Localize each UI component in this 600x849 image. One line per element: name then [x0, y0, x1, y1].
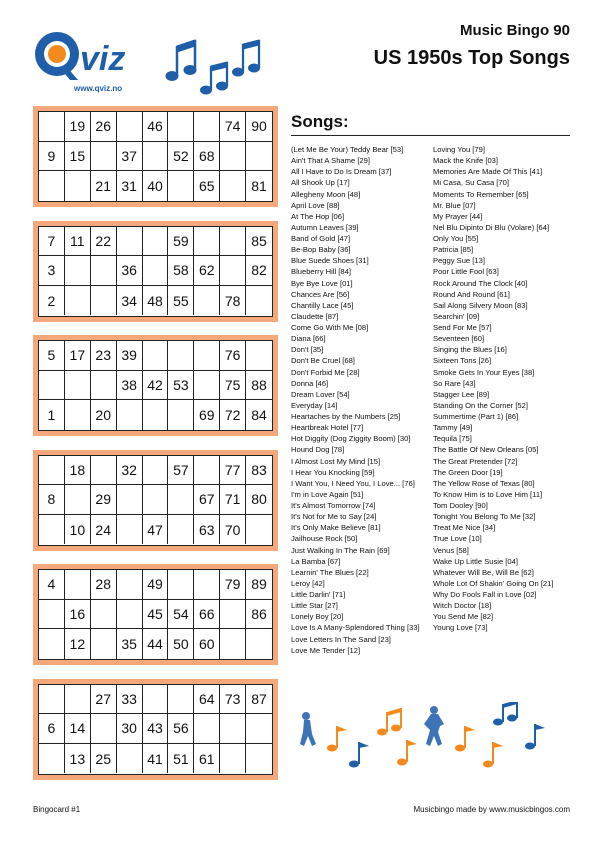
bingo-cell — [117, 485, 143, 515]
song-item: The Great Pretender [72] — [433, 456, 518, 466]
song-item: Blue Suede Shoes [31] — [291, 256, 369, 266]
bingo-cell: 57 — [168, 456, 194, 486]
bingo-grid — [38, 455, 273, 546]
song-item: Autumn Leaves [39] — [291, 222, 359, 232]
bingo-cell: 52 — [168, 142, 194, 172]
bingo-cell: 75 — [220, 371, 246, 401]
bingo-cell: 32 — [117, 456, 143, 486]
bingo-card — [33, 679, 278, 780]
bingo-cell — [168, 400, 194, 430]
bingo-cell: 30 — [117, 714, 143, 744]
song-item: All I Have to Do Is Dream [37] — [291, 167, 392, 177]
song-item: Hot Diggity (Dog Ziggity Boom) [30] — [291, 434, 411, 444]
bingo-cell: 26 — [91, 112, 117, 142]
bingo-cell: 87 — [246, 685, 272, 715]
bingo-cell: 53 — [168, 371, 194, 401]
song-item: True Love [10] — [433, 534, 482, 544]
bingo-cell — [168, 685, 194, 715]
bingo-cell — [65, 286, 91, 316]
music-note-icon — [327, 726, 347, 752]
bingo-cell — [220, 744, 246, 774]
bingo-card — [33, 450, 278, 551]
song-item: Diana [66] — [291, 334, 326, 344]
bingo-cell: 51 — [168, 744, 194, 774]
bingo-cell: 17 — [65, 341, 91, 371]
song-item: Don't [35] — [291, 345, 324, 355]
song-item: Mack the Knife [03] — [433, 156, 499, 166]
song-item: It's Almost Tomorrow [74] — [291, 501, 376, 510]
bingo-cell: 11 — [65, 227, 91, 257]
bingo-cell: 54 — [168, 600, 194, 630]
bingo-grid — [38, 684, 273, 775]
bingo-cell: 22 — [91, 227, 117, 257]
song-item: At The Hop [06] — [291, 211, 345, 221]
bingo-cell — [246, 744, 272, 774]
bingo-cell — [91, 256, 117, 286]
song-item: Loving You [79] — [433, 145, 485, 154]
bingo-card — [33, 564, 278, 665]
bingo-cell: 23 — [91, 341, 117, 371]
bingo-cell: 90 — [246, 112, 272, 142]
song-item: Searchin' [09] — [433, 311, 480, 321]
bingo-cell: 76 — [220, 341, 246, 371]
bingo-cell: 1 — [39, 400, 65, 430]
svg-text:viz: viz — [80, 40, 126, 78]
song-item: Treat Me Nice [34] — [433, 523, 496, 533]
bingo-cell — [65, 171, 91, 201]
bingo-cell: 27 — [91, 685, 117, 715]
bingo-cell: 29 — [91, 485, 117, 515]
bingo-cell — [39, 371, 65, 401]
bingo-cell — [246, 629, 272, 659]
song-item: Standing On the Corner [52] — [433, 400, 528, 410]
bingo-grid — [38, 111, 273, 202]
bingo-cell — [117, 744, 143, 774]
bingo-cell — [220, 600, 246, 630]
bingo-cell: 65 — [194, 171, 220, 201]
song-item: Chances Are [56] — [291, 289, 350, 299]
song-item: Don't Forbid Me [28] — [291, 367, 360, 377]
song-item: Be-Bop Baby [36] — [291, 245, 351, 255]
song-item: It's Not for Me to Say [24] — [291, 512, 377, 522]
song-item: Round And Round [61] — [433, 289, 510, 299]
bingo-cell: 38 — [117, 371, 143, 401]
songs-heading: Songs: — [291, 112, 349, 131]
song-item: Everyday [14] — [291, 400, 338, 410]
bingo-cell: 7 — [39, 227, 65, 257]
song-item: April Love [88] — [291, 200, 340, 210]
song-item: You Send Me [82] — [433, 612, 494, 622]
bingo-cell: 6 — [39, 714, 65, 744]
bingo-cell — [220, 256, 246, 286]
song-item: Tequila [75] — [433, 434, 472, 444]
bingo-cell: 20 — [91, 400, 117, 430]
bingo-cell: 39 — [117, 341, 143, 371]
bingo-cell: 3 — [39, 256, 65, 286]
songs-list — [291, 144, 576, 656]
song-item: The Yellow Rose of Texas [80] — [433, 478, 535, 488]
bingo-cell: 74 — [220, 112, 246, 142]
music-note-icon — [493, 702, 517, 726]
songs-divider — [291, 135, 570, 136]
bingo-cell — [91, 371, 117, 401]
bingo-card — [33, 335, 278, 436]
song-item: To Know Him is to Love Him [11] — [433, 489, 543, 499]
song-item: Love Me Tender [12] — [291, 645, 361, 655]
song-item: Band of Gold [47] — [291, 234, 351, 243]
bingo-cell: 86 — [246, 600, 272, 630]
bingo-cell — [168, 570, 194, 600]
logo-url: www.qviz.no — [74, 84, 123, 93]
bingo-cell: 64 — [194, 685, 220, 715]
bingo-cell — [117, 515, 143, 545]
music-note-icon — [455, 726, 475, 752]
bingo-cell: 59 — [168, 227, 194, 257]
bingo-cell: 88 — [246, 371, 272, 401]
song-item: Whatever Will Be, Will Be [62] — [433, 567, 534, 577]
bingo-cell — [143, 227, 169, 257]
bingo-cell: 70 — [220, 515, 246, 545]
bingo-cell — [39, 600, 65, 630]
song-item: It's Only Make Believe [81] — [291, 523, 381, 533]
song-item: Only You [55] — [433, 234, 479, 243]
bingo-cell — [220, 142, 246, 172]
song-item: I'm in Love Again [51] — [291, 489, 364, 499]
bingo-cell: 8 — [39, 485, 65, 515]
bingo-cell: 44 — [143, 629, 169, 659]
bingo-cell — [246, 341, 272, 371]
song-item: Donna [46] — [291, 378, 329, 388]
bingo-cell — [194, 341, 220, 371]
bingo-cell: 72 — [220, 400, 246, 430]
bingo-cell: 16 — [65, 600, 91, 630]
bingo-cards — [33, 106, 278, 793]
song-item: Rock Around The Clock [40] — [433, 278, 528, 288]
bingo-cell: 31 — [117, 171, 143, 201]
song-item: All Shook Up [17] — [291, 178, 350, 188]
song-item: Moments To Remember [65] — [433, 189, 529, 199]
bingo-cell: 68 — [194, 142, 220, 172]
bingo-cell: 55 — [168, 286, 194, 316]
song-item: Wake Up Little Susie [04] — [433, 556, 518, 566]
song-item: (Let Me Be Your) Teddy Bear [53] — [291, 145, 404, 154]
song-item: Why Do Fools Fall in Love [02] — [433, 590, 537, 599]
song-item: Poor Little Fool [63] — [433, 267, 499, 277]
bingo-cell — [143, 256, 169, 286]
song-item: Blueberry Hill [84] — [291, 267, 351, 277]
bingo-cell: 37 — [117, 142, 143, 172]
qviz-logo-mark — [30, 26, 150, 86]
bingo-cell — [143, 400, 169, 430]
song-item: I Want You, I Need You, I Love... [76] — [291, 478, 415, 488]
bingo-cell: 47 — [143, 515, 169, 545]
bingo-cell — [65, 371, 91, 401]
music-notes-icon — [160, 36, 270, 101]
bingo-cell — [91, 600, 117, 630]
bingo-cell — [91, 142, 117, 172]
song-item: Leroy [42] — [291, 578, 325, 588]
song-item: Heartaches by the Numbers [25] — [291, 412, 401, 421]
bingo-subtitle: Music Bingo 90 — [459, 22, 570, 39]
bingo-cell: 13 — [65, 744, 91, 774]
song-item: Singing the Blues [16] — [433, 345, 507, 355]
bingo-cell: 45 — [143, 600, 169, 630]
song-item: The Green Door [19] — [433, 467, 503, 477]
song-item: Tonight You Belong To Me [32] — [433, 512, 536, 522]
music-note-icon — [349, 742, 369, 768]
bingo-cell: 81 — [251, 178, 267, 195]
song-item: Send For Me [57] — [433, 323, 492, 332]
bingo-cell — [39, 515, 65, 545]
bingo-cell — [65, 685, 91, 715]
bingo-cell — [143, 456, 169, 486]
bingo-cell: 14 — [65, 714, 91, 744]
music-note-icon — [377, 708, 401, 736]
bingo-cell: 58 — [168, 256, 194, 286]
bingo-cell: 40 — [143, 171, 169, 201]
bingo-cell — [65, 570, 91, 600]
bingo-cell — [246, 286, 272, 316]
bingo-cell — [91, 456, 117, 486]
bingo-cell: 89 — [246, 570, 272, 600]
song-item: Tom Dooley [90] — [433, 501, 488, 510]
bingo-cell: 35 — [117, 629, 143, 659]
bingo-cell — [246, 714, 272, 744]
bingo-cell: 49 — [143, 570, 169, 600]
bingo-cell — [39, 744, 65, 774]
bingo-cell: 21 — [91, 171, 117, 201]
bingo-cell: 9 — [39, 142, 65, 172]
bingo-cell: 69 — [194, 400, 220, 430]
bingo-cell — [143, 485, 169, 515]
bingo-grid — [38, 226, 273, 317]
bingo-cell — [117, 570, 143, 600]
song-item: Claudette [87] — [291, 311, 339, 321]
song-item: Little Darlin' [71] — [291, 590, 346, 599]
bingo-cell — [143, 142, 169, 172]
song-item: Heartbreak Hotel [77] — [291, 423, 364, 433]
bingo-cell: 83 — [246, 456, 272, 486]
bingo-cell — [65, 485, 91, 515]
song-item: Hound Dog [78] — [291, 445, 345, 455]
bingo-cell: 42 — [143, 371, 169, 401]
bingo-cell: 15 — [65, 142, 91, 172]
song-item: Seventeen [60] — [433, 334, 485, 344]
bingocard-number: Bingocard #1 — [33, 805, 81, 814]
bingo-cell: 25 — [91, 744, 117, 774]
song-item: Little Star [27] — [291, 601, 338, 611]
bingo-cell — [39, 629, 65, 659]
bingo-grid — [38, 340, 273, 431]
song-item: Summertime (Part 1) [86] — [433, 412, 519, 421]
bingo-cell: 60 — [194, 629, 220, 659]
title-block — [374, 22, 570, 70]
bingo-cell — [168, 515, 194, 545]
bingo-cell — [194, 570, 220, 600]
bingo-cell — [220, 171, 246, 201]
song-item: Nel Blu Dipinto Di Blu (Volare) [64] — [433, 222, 550, 232]
song-item: Venus [58] — [433, 545, 469, 555]
bingo-cell — [194, 112, 220, 142]
bingo-cell: 4 — [39, 570, 65, 600]
music-note-icon — [483, 742, 503, 768]
song-item: Mi Casa, Su Casa [70] — [433, 178, 509, 188]
song-item: Whole Lot Of Shakin' Going On [21] — [433, 578, 554, 588]
bingo-cell — [168, 112, 194, 142]
bingo-cell — [117, 112, 143, 142]
bingo-cell: 36 — [117, 256, 143, 286]
bingo-cell — [65, 400, 91, 430]
music-note-icon — [525, 724, 545, 750]
bingo-cell — [39, 685, 65, 715]
bingo-cell: 41 — [143, 744, 169, 774]
song-item: Love Is A Many-Splendored Thing [33] — [291, 623, 420, 633]
bingo-cell: 34 — [117, 286, 143, 316]
bingo-cell — [117, 600, 143, 630]
song-item: Sixteen Tons [26] — [433, 356, 492, 366]
bingo-cell: 73 — [220, 685, 246, 715]
song-item: Come Go With Me [08] — [291, 323, 369, 332]
bingo-cell: 2 — [39, 286, 65, 316]
bingo-cell: 61 — [194, 744, 220, 774]
credit-text: Musicbingo made by www.musicbingos.com — [413, 805, 570, 814]
dancer-icon — [300, 712, 316, 746]
bingo-cell — [39, 112, 65, 142]
bingo-cell — [168, 171, 194, 201]
music-note-icon — [397, 740, 417, 766]
song-item: Dream Lover [54] — [291, 389, 350, 399]
bingo-cell: 84 — [251, 407, 267, 424]
bingo-cell — [220, 227, 246, 257]
bingo-cell: 79 — [220, 570, 246, 600]
song-item: Sail Along Silvery Moon [83] — [433, 300, 528, 310]
bingo-cell — [220, 629, 246, 659]
song-item: Stagger Lee [89] — [433, 389, 490, 399]
song-item: Young Love [73] — [433, 623, 488, 633]
bingo-card — [33, 221, 278, 322]
song-item: Don't Be Cruel [68] — [291, 356, 355, 366]
song-item: Allegheny Moon [48] — [291, 189, 361, 199]
song-item: Mr. Blue [07] — [433, 200, 476, 210]
bingo-cell: 56 — [168, 714, 194, 744]
bingo-cell — [220, 714, 246, 744]
bingo-cell — [168, 485, 194, 515]
bingo-cell: 71 — [220, 485, 246, 515]
bingo-card — [33, 106, 278, 207]
song-item: Peggy Sue [13] — [433, 256, 485, 266]
dancer-icon — [424, 706, 444, 746]
bingo-cell: 67 — [194, 485, 220, 515]
bingo-cell: 62 — [194, 256, 220, 286]
bingo-cell: 66 — [194, 600, 220, 630]
song-item: I Almost Lost My Mind [15] — [291, 456, 381, 466]
bingo-cell: 50 — [168, 629, 194, 659]
song-item: Love Letters In The Sand [23] — [291, 634, 391, 644]
bingo-cell: 33 — [117, 685, 143, 715]
bingo-cell — [143, 341, 169, 371]
bingo-grid — [38, 569, 273, 660]
song-item: Smoke Gets In Your Eyes [38] — [433, 367, 535, 377]
bingo-cell: 46 — [143, 112, 169, 142]
song-item: My Prayer [44] — [433, 211, 483, 221]
song-item: So Rare [43] — [433, 378, 476, 388]
song-item: Patricia [85] — [433, 245, 474, 255]
bingo-cell: 24 — [91, 515, 117, 545]
song-item: Witch Doctor [18] — [433, 601, 492, 611]
dancing-figures-illustration — [292, 702, 562, 787]
song-item: Jailhouse Rock [50] — [291, 534, 358, 544]
bingo-cell: 19 — [65, 112, 91, 142]
bingo-cell: 12 — [65, 629, 91, 659]
bingo-cell — [168, 341, 194, 371]
song-item: Learnin' The Blues [22] — [291, 567, 369, 577]
song-item: La Bamba [67] — [291, 556, 341, 566]
bingo-cell — [91, 714, 117, 744]
bingo-cell: 78 — [220, 286, 246, 316]
bingo-cell: 82 — [246, 256, 272, 286]
bingo-cell — [117, 227, 143, 257]
bingo-cell: 10 — [65, 515, 91, 545]
bingo-cell — [246, 142, 272, 172]
song-item: Chantilly Lace [45] — [291, 300, 354, 310]
bingo-cell: 28 — [91, 570, 117, 600]
bingo-cell: 80 — [246, 485, 272, 515]
song-item: Lonely Boy [20] — [291, 612, 344, 622]
bingo-cell: 48 — [143, 286, 169, 316]
bingo-cell — [91, 286, 117, 316]
page-title: US 1950s Top Songs — [373, 47, 570, 69]
qviz-logo — [30, 26, 150, 104]
song-item: Memories Are Made Of This [41] — [433, 167, 543, 177]
bingo-cell: 5 — [39, 341, 65, 371]
bingo-cell — [194, 227, 220, 257]
bingo-cell — [65, 256, 91, 286]
bingo-cell: 43 — [143, 714, 169, 744]
song-item: Bye Bye Love [01] — [291, 278, 353, 288]
song-item: I Hear You Knocking [59] — [291, 467, 375, 477]
bingo-cell: 77 — [220, 456, 246, 486]
bingo-cell — [194, 371, 220, 401]
bingo-cell — [117, 400, 143, 430]
song-item: Ain't That A Shame [29] — [291, 156, 370, 166]
song-item: Tammy [49] — [433, 423, 473, 433]
bingo-cell — [143, 685, 169, 715]
bingo-cell — [246, 515, 272, 545]
bingo-cell — [39, 456, 65, 486]
bingo-cell: 63 — [194, 515, 220, 545]
bingo-cell: 85 — [246, 227, 272, 257]
bingo-cell — [194, 714, 220, 744]
bingo-cell — [91, 629, 117, 659]
song-item: Just Walking In The Rain [69] — [291, 545, 390, 555]
song-item: The Battle Of New Orleans [05] — [433, 445, 539, 455]
bingo-cell: 18 — [65, 456, 91, 486]
bingo-cell — [194, 456, 220, 486]
bingo-cell — [39, 171, 65, 201]
bingo-cell — [194, 286, 220, 316]
